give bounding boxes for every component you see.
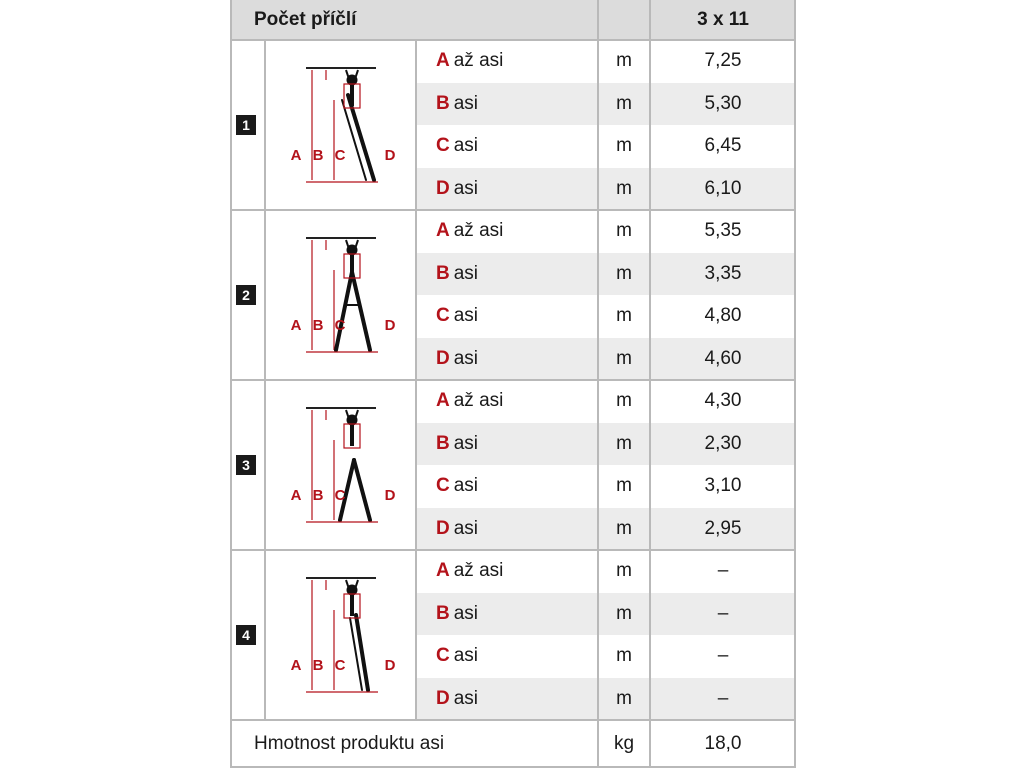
ladder-diagram-2 <box>266 210 416 380</box>
footer-weight-label: Hmotnost produktu asi <box>254 733 445 754</box>
dimension-letter: A <box>436 50 450 72</box>
configuration-number-badge: 1 <box>236 115 256 135</box>
dimension-row-b-unit: m <box>598 253 650 296</box>
person-figure <box>346 240 358 276</box>
diagram-label-a: A <box>290 147 301 164</box>
ladder-spec-table <box>230 0 796 768</box>
dimension-row-c-unit: m <box>616 475 632 497</box>
diagram-label-c: C <box>334 487 345 504</box>
footer-weight-value: 18,0 <box>704 733 742 754</box>
dimension-letter: C <box>436 475 450 497</box>
dimension-row-c-value: 4,80 <box>704 305 742 327</box>
dimension-letter: A <box>436 220 450 242</box>
dimension-suffix: až asi <box>453 390 504 412</box>
grid-hline <box>230 719 796 721</box>
dimension-letter: C <box>436 305 450 327</box>
configuration-number-badge: 3 <box>236 455 256 475</box>
diagram-cell <box>265 210 416 380</box>
ladder-diagram-1 <box>266 40 416 210</box>
dimension-letter: D <box>436 517 450 539</box>
configuration-number-badge: 2 <box>236 285 256 305</box>
dimension-row-a-value: 7,25 <box>704 50 742 72</box>
dimension-row-d-label <box>416 678 598 721</box>
dimension-row-b-unit: m <box>598 423 650 466</box>
diagram-label-d: D <box>384 317 395 334</box>
dimension-suffix: asi <box>453 305 479 327</box>
dimension-letter: A <box>436 390 450 412</box>
dimension-row-a-label <box>416 380 598 423</box>
dimension-suffix: asi <box>453 135 479 157</box>
ladder-rails <box>350 615 368 690</box>
diagram-label-a: A <box>290 657 301 674</box>
dimension-row-a-value: – <box>717 560 729 582</box>
dimension-letter: C <box>436 645 450 667</box>
dimension-row-a-value: 5,35 <box>704 220 742 242</box>
diagram-cell <box>265 550 416 720</box>
dimension-row-c-unit: m <box>616 645 632 667</box>
diagram-label-c: C <box>334 147 345 164</box>
diagram-label-b: B <box>312 317 323 334</box>
dimension-suffix: asi <box>453 475 479 497</box>
dimension-row-d-unit: m <box>598 678 650 721</box>
dimension-suffix: asi <box>453 517 479 539</box>
grid-vline <box>649 0 651 768</box>
dimension-suffix: asi <box>453 687 479 709</box>
diagram-cell <box>265 380 416 550</box>
dimension-row-d-label <box>416 508 598 551</box>
dimension-row-a-value: 4,30 <box>704 390 742 412</box>
dimension-row-b-label <box>416 83 598 126</box>
dimension-row-b-unit: m <box>598 593 650 636</box>
dimension-letter: B <box>436 92 450 114</box>
dimension-row-d-unit: m <box>598 338 650 381</box>
dimension-row-d-value: – <box>650 678 796 721</box>
dimension-letter: D <box>436 347 450 369</box>
dimension-letter: B <box>436 432 450 454</box>
dimension-letter: B <box>436 262 450 284</box>
dimension-row-a-label <box>416 550 598 593</box>
dimension-suffix: až asi <box>453 50 504 72</box>
dimension-suffix: asi <box>453 347 479 369</box>
dimension-row-a-unit: m <box>616 50 632 72</box>
diagram-label-c: C <box>334 317 345 334</box>
dimension-letter: B <box>436 602 450 624</box>
footer-weight-unit: kg <box>613 733 635 754</box>
dimension-row-b-label <box>416 423 598 466</box>
diagram-label-b: B <box>312 487 323 504</box>
person-figure <box>346 410 358 446</box>
dimension-row-c-value: – <box>717 645 729 667</box>
diagram-label-a: A <box>290 317 301 334</box>
dimension-row-b-label <box>416 253 598 296</box>
diagram-label-b: B <box>312 657 323 674</box>
diagram-label-d: D <box>384 657 395 674</box>
dimension-row-d-label <box>416 338 598 381</box>
dimension-row-b-value: 3,35 <box>650 253 796 296</box>
header-value: 3 x 11 <box>650 0 796 40</box>
dimension-row-c-label <box>416 295 598 338</box>
header-unit-cell <box>598 0 650 40</box>
dimension-row-a-label <box>416 210 598 253</box>
diagram-label-b: B <box>312 147 323 164</box>
dimension-row-d-value: 2,95 <box>650 508 796 551</box>
dimension-row-d-unit: m <box>598 508 650 551</box>
dimension-row-b-label <box>416 593 598 636</box>
dimension-suffix: asi <box>453 432 479 454</box>
dimension-row-a-unit: m <box>616 560 632 582</box>
grid-hline <box>230 549 796 551</box>
dimension-suffix: asi <box>453 645 479 667</box>
diagram-label-d: D <box>384 147 395 164</box>
diagram-label-a: A <box>290 487 301 504</box>
dimension-suffix: asi <box>453 177 479 199</box>
dimension-row-d-unit: m <box>598 168 650 211</box>
dimension-row-b-value: – <box>650 593 796 636</box>
dimension-row-b-value: 5,30 <box>650 83 796 126</box>
ladder-diagram-4 <box>266 550 416 720</box>
dimension-letter: D <box>436 687 450 709</box>
grid-vline <box>230 0 232 768</box>
dimension-row-a-label <box>416 40 598 83</box>
dimension-row-c-value: 6,45 <box>704 135 742 157</box>
dimension-suffix: až asi <box>453 560 504 582</box>
dimension-row-c-unit: m <box>616 305 632 327</box>
dimension-suffix: asi <box>453 262 479 284</box>
dimension-letter: D <box>436 177 450 199</box>
dimension-suffix: až asi <box>453 220 504 242</box>
grid-vline <box>597 0 599 768</box>
configuration-number-badge: 4 <box>236 625 256 645</box>
dimension-row-c-label <box>416 635 598 678</box>
dimension-row-b-unit: m <box>598 83 650 126</box>
dimension-row-c-unit: m <box>616 135 632 157</box>
dimension-suffix: asi <box>453 92 479 114</box>
grid-hline <box>230 39 796 41</box>
ladder-diagram-3 <box>266 380 416 550</box>
dimension-row-a-unit: m <box>616 220 632 242</box>
dimension-row-d-value: 4,60 <box>650 338 796 381</box>
dimension-row-d-value: 6,10 <box>650 168 796 211</box>
dimension-row-d-label <box>416 168 598 211</box>
diagram-cell <box>265 40 416 210</box>
dimension-letter: C <box>436 135 450 157</box>
grid-hline <box>230 379 796 381</box>
person-figure <box>346 580 358 616</box>
dimension-row-c-value: 3,10 <box>704 475 742 497</box>
dimension-row-b-value: 2,30 <box>650 423 796 466</box>
diagram-label-d: D <box>384 487 395 504</box>
dimension-row-c-label <box>416 465 598 508</box>
dimension-row-c-label <box>416 125 598 168</box>
header-title: Počet příčlí <box>230 0 598 40</box>
grid-vline <box>794 0 796 768</box>
dimension-letter: A <box>436 560 450 582</box>
grid-hline <box>230 209 796 211</box>
diagram-label-c: C <box>334 657 345 674</box>
ladder-rails <box>336 272 370 350</box>
dimension-row-a-unit: m <box>616 390 632 412</box>
dimension-suffix: asi <box>453 602 479 624</box>
